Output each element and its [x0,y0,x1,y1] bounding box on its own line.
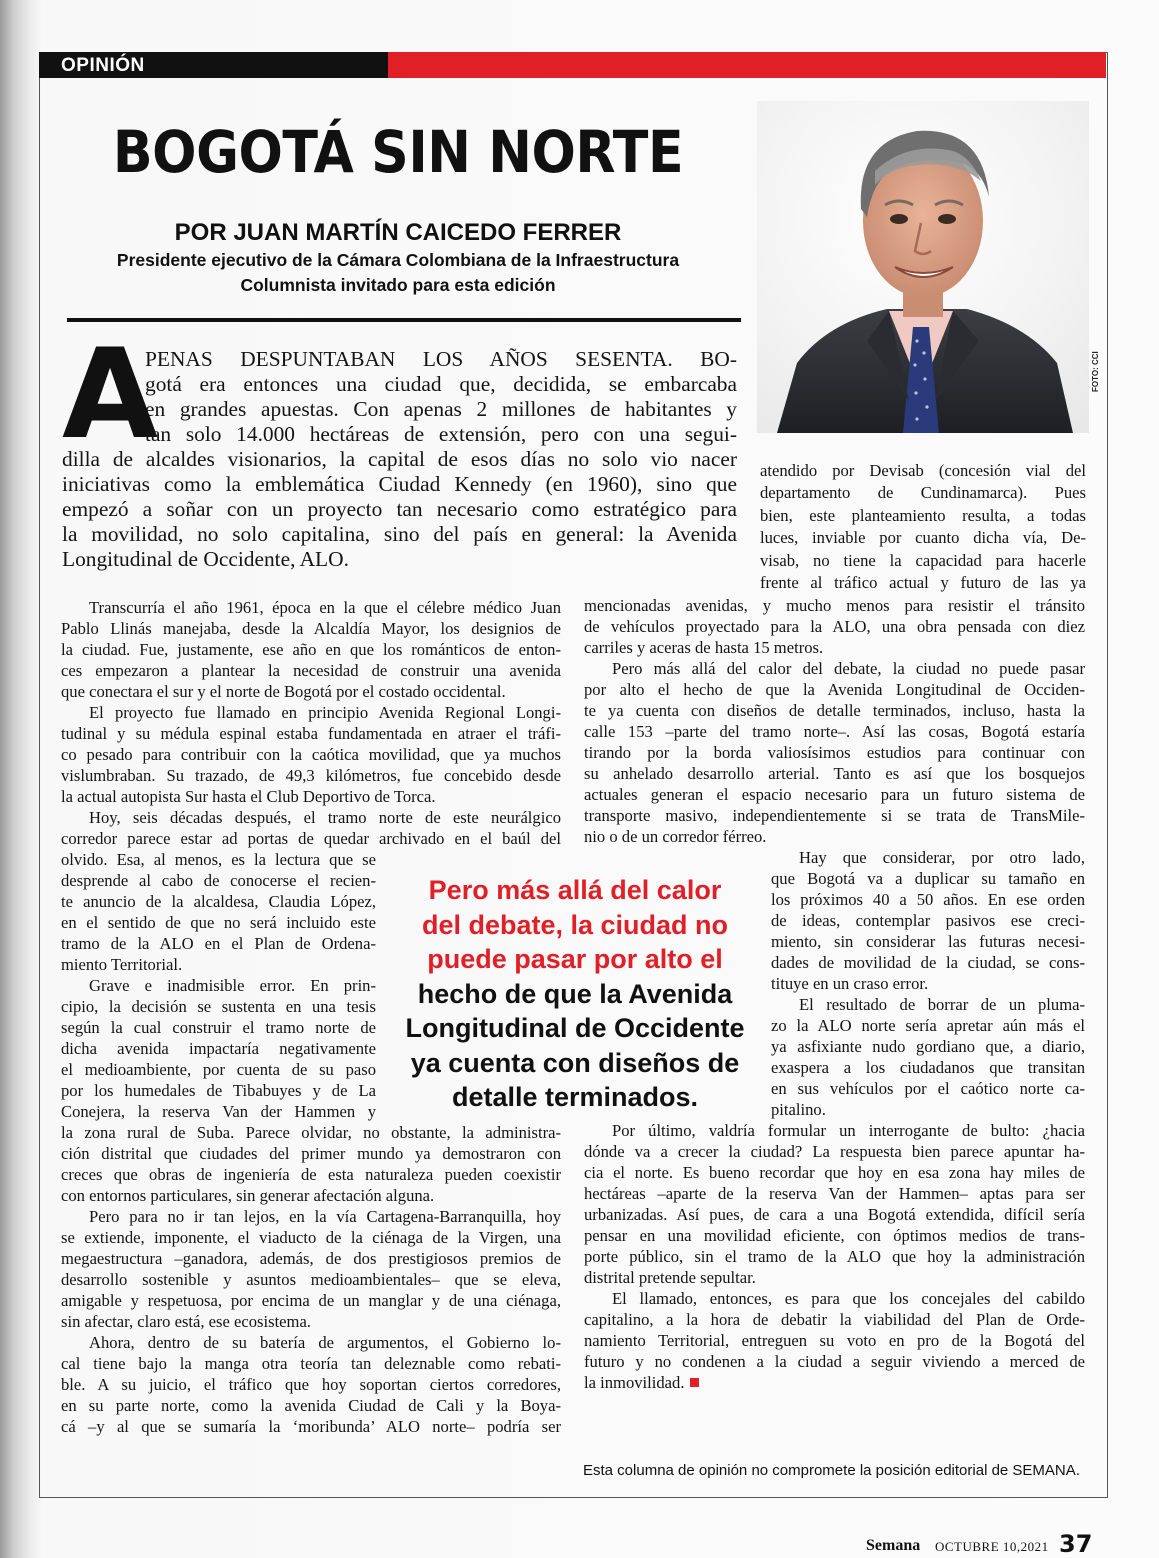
footer-date: OCTUBRE 10,2021 [935,1539,1049,1554]
photo-credit: FOTO: CCI [1091,351,1100,392]
col1-line: con entornos particulares, sin generar afectación alguna. [61,1186,435,1205]
col1-line: la ciudad. Fue, justamente, ese año en que los románticos de enton- [61,640,561,659]
col2-line: pitalino. [771,1100,826,1119]
col2-line: futuro y no condenen a la ciudad a seguir viviendo a merced de [584,1352,1085,1371]
col1-line: ble. A su juicio, el tráfico que hoy soportan ciertos corredores, [61,1375,561,1394]
col1-line: El proyecto fue llamado en principio Avenida Regional Longi- [89,703,561,722]
end-mark-icon [690,1378,699,1387]
pull-quote-black [394,977,756,1115]
col2-line: actuales generan el espacio necesario para un futuro sistema de [584,785,1085,804]
author-portrait-illustration [757,101,1089,433]
col2-line: la inmovilidad. [584,1373,1085,1393]
col1-line: vislumbraban. Su trazado, de 49,3 kilómetros, fue concebido desde [61,766,561,785]
col2-line: carriles y aceras de hasta 15 metros. [584,638,824,657]
col2-line: de ideas, contemplar pasivos ese creci- [771,911,1085,930]
pull-quote-line: Longitudinal de Occidente [405,1013,745,1043]
col1-line: ces empezaron a plantear la necesidad de construir una avenida [61,661,561,680]
col2-line: zo la ALO norte sería apretar aún más el [771,1016,1085,1035]
col2-line: urbanizadas. Así pues, de cara a una Bogotá extendida, difícil sería [584,1205,1085,1224]
col1-line: se extiende, imponente, el viaducto de la ciénaga de la Virgen, una [61,1228,561,1247]
col2-line: El llamado, entonces, es para que los concejales del cabildo [612,1289,1085,1308]
pull-quote-line: detalle terminados. [451,1082,699,1112]
col2-line: te ya cuenta con diseños de detalle terminados, incluso, hasta la [584,701,1085,720]
author-role: Presidente ejecutivo de la Cámara Colombiana de la Infraestructura [116,250,680,270]
col2_top-line: visab, no tiene la capacidad para hacerle [760,550,1086,570]
col2-line: tituye en un craso error. [771,974,929,993]
col2-line: distrital pretende sepultar. [584,1268,756,1287]
col1-line: Grave e inadmisible error. En prin- [89,976,376,995]
col2-line: dades de movilidad de la ciudad, se cons- [771,953,1085,972]
col1-line: Hoy, seis décadas después, el tramo norte de este neurálgico [89,808,561,827]
col2-line: mencionadas avenidas, y mucho menos para resistir el tránsito [584,596,1085,615]
lead-line: Longitudinal de Occidente, ALO. [62,547,349,571]
col2-line: pensar en una movilidad eficiente, con óptimos medios de trans- [584,1226,1085,1245]
col1-line: corredor parece estar ad portas de quedar archivado en el baúl del [61,829,561,848]
section-label: OPINIÓN [61,55,145,76]
col2-line: dónde va a crecer la ciudad? La respuesta bien parece apuntar ha- [584,1142,1085,1161]
col1-line: en el sentido de que no será incluido este [61,913,376,932]
col2-line: miento, sin considerar las futuras necesi- [771,932,1085,951]
col1-line: amigable y respetuosa, por encima de un manglar y de una ciénaga, [61,1291,561,1310]
col1-line: Pero para no ir tan lejos, en la vía Cartagena-Barranquilla, hoy [89,1207,561,1226]
col1-line: que conectara el sur y el norte de Bogotá por el costado occidental. [61,682,506,701]
col1-line: por los humedales de Tibabuyes y de La [61,1081,376,1100]
col2-line: exaspera a los ciudadanos que transitan [771,1058,1085,1077]
pull-quote-line: ya cuenta con diseños de [410,1047,740,1078]
col2-line: calle 153 –parte del tramo norte–. Así las cosas, Bogotá estaría [584,722,1085,741]
col2-line: de vehículos proyectado para la ALO, una obra pensada con diez [584,617,1085,636]
col1-line: miento Territorial. [61,955,183,974]
author-photo [757,101,1089,433]
col2-line: que Bogotá va a duplicar su tamaño en [771,869,1085,888]
lead-line: gotá era entonces una ciudad que, decidida, se embarcaba [145,372,737,396]
pull-quote-line: Pero más allá del calor [428,875,722,905]
col1-line: tramo de la ALO en el Plan de Ordena- [61,934,376,953]
headline: BOGOTÁ SIN NORTE [112,118,684,186]
col2-line: tirando por la borda valiosísimos estudios para continuar con [584,743,1085,762]
col2_top-line: frente al tráfico actual y futuro de las ya [760,573,1086,592]
col2-line: cia el norte. Es bueno recordar que hoy en esa zona hay miles de [584,1163,1085,1182]
lead-line: PENAS DESPUNTABAN LOS AÑOS SESENTA. BO- [145,347,737,371]
col2-line: ya asfixiante nudo gordiano que, a diario, [771,1037,1085,1056]
col1-line: cal tiene bajo la manga otra teoría tan deleznable como rebati- [61,1354,561,1373]
col1-line: desprende al cabo de conocerse el recien- [61,871,376,890]
editorial-disclaimer: Esta columna de opinión no compromete la posición editorial de SEMANA. [583,1462,1080,1479]
col1-line: megaestructura –ganadora, además, de dos prestigiosos premios de [61,1249,561,1268]
col2-line: su anhelado desarrollo arterial. Tanto es así que los bosquejos [584,764,1085,783]
lead-line: la movilidad, no solo capitalina, sino del país en general: la Avenida [62,522,737,546]
col1-line: cipio, la decisión se sustenta en una tesis [61,997,376,1016]
drop-cap: A [62,323,158,467]
col2-line: transporte masivo, independientemente si se trata de TransMile- [584,806,1085,825]
col1-line: Conejera, la reserva Van der Hammen y [61,1102,376,1121]
col1-line: según la cual construir el tramo norte de [61,1018,376,1037]
lead-line: tan solo 14.000 hectáreas de extensión, pero con una segui- [145,422,737,446]
col2-line: porte público, sin el tramo de la ALO que hoy la administración [584,1247,1085,1266]
author-note: Columnista invitado para esta edición [240,275,556,295]
col1-line: creces que obras de ingeniería de esta naturaleza pueden coexistir [61,1165,561,1184]
col1-line: te anuncio de la alcaldesa, Claudia López, [61,892,376,911]
col2-line: en sus vehículos por el caótico norte ca- [771,1079,1085,1098]
lead-line: en grandes apuestas. Con apenas 2 millones de habitantes y [145,397,737,421]
col1-line: en su parte norte, como la avenida Ciudad de Cali y la Boya- [61,1396,561,1415]
col1-line: Pablo Llinás manejaba, desde la Alcaldía Mayor, los designios de [61,619,561,638]
col2-line: capitalino, a la hora de debatir la viabilidad del Plan de Orde- [584,1310,1085,1329]
headline-rule [67,318,741,322]
pull-quote-line: del debate, la ciudad no [421,909,729,940]
page-number: 37 [1059,1530,1093,1558]
col1-line: cá –y al que se sumaría la ‘moribunda’ ALO norte– podría ser [61,1417,561,1436]
byline: POR JUAN MARTÍN CAICEDO FERRER [174,219,622,246]
col1-line: olvido. Esa, al menos, es la lectura que se [61,850,376,869]
col2-line: los próximos 40 a 50 años. En ese orden [771,890,1085,909]
pull-quote [394,873,756,1115]
col2-line: namiento Territorial, entreguen su voto en pro de la Bogotá del [584,1331,1085,1350]
lead-line: dilla de alcaldes visionarios, la capital de esos días no solo vio nacer [62,447,737,471]
col2-line: El resultado de borrar de un pluma- [799,995,1085,1014]
col1-line: Ahora, dentro de su batería de argumentos, el Gobierno lo- [89,1333,561,1352]
col1-line: desarrollo sostenible y asuntos medioambientales– que se eleva, [61,1270,561,1289]
col1-line: la actual autopista Sur hasta el Club Deportivo de Torca. [61,787,436,806]
col2-line: Pero más allá del calor del debate, la ciudad no puede pasar [612,659,1085,678]
col2_top-line: luces, inviable por cuanto dicha vía, De- [760,528,1086,548]
col2_top-line: bien, este planteamiento resulta, a todas [760,505,1086,525]
pull-quote-line: puede pasar por alto el [427,944,723,974]
col1-line: tudinal y su médula espinal estaba fundamentada en atraer el tráfi- [61,724,561,743]
pull-quote-red [394,873,756,977]
lead-line: empezó a soñar con un proyecto tan necesario como estratégico para [62,497,737,521]
col2-line: Hay que considerar, por otro lado, [799,848,1085,867]
col1-line: la zona rural de Suba. Parece olvidar, no obstante, la administra- [61,1123,561,1142]
col1-line: co pesado para contribuir con la caótica movilidad, que ya muchos [61,745,561,764]
col1-line: ción distrital que ciudades del primer mundo ya demostraron con [61,1144,561,1163]
col1-line: el medioambiente, por cuenta de su paso [61,1060,376,1079]
col2-line: por alto el hecho de que la Avenida Longitudinal de Occiden- [584,680,1085,699]
lead-line: iniciativas como la emblemática Ciudad Kennedy (en 1960), sino que [62,472,737,496]
col2-line: nio o de un corredor férreo. [584,827,767,846]
col2_top-line: atendido por Devisab (concesión vial del [760,461,1086,480]
col2-line: Por último, valdría formular un interrogante de bulto: ¿hacia [612,1121,1085,1140]
col2_top-line: departamento de Cundinamarca). Pues [760,483,1086,503]
col2-line: hectáreas –aparte de la reserva Van der Hammen– aptas para ser [584,1184,1085,1203]
col1-line: sin afectar, claro está, ese ecosistema. [61,1312,311,1331]
col1-line: dicha avenida impactaría negativamente [61,1039,376,1058]
pull-quote-line: hecho de que la Avenida [417,978,733,1009]
footer-publication: Semana [866,1537,921,1554]
col1-line: Transcurría el año 1961, época en la que el célebre médico Juan [89,598,561,617]
